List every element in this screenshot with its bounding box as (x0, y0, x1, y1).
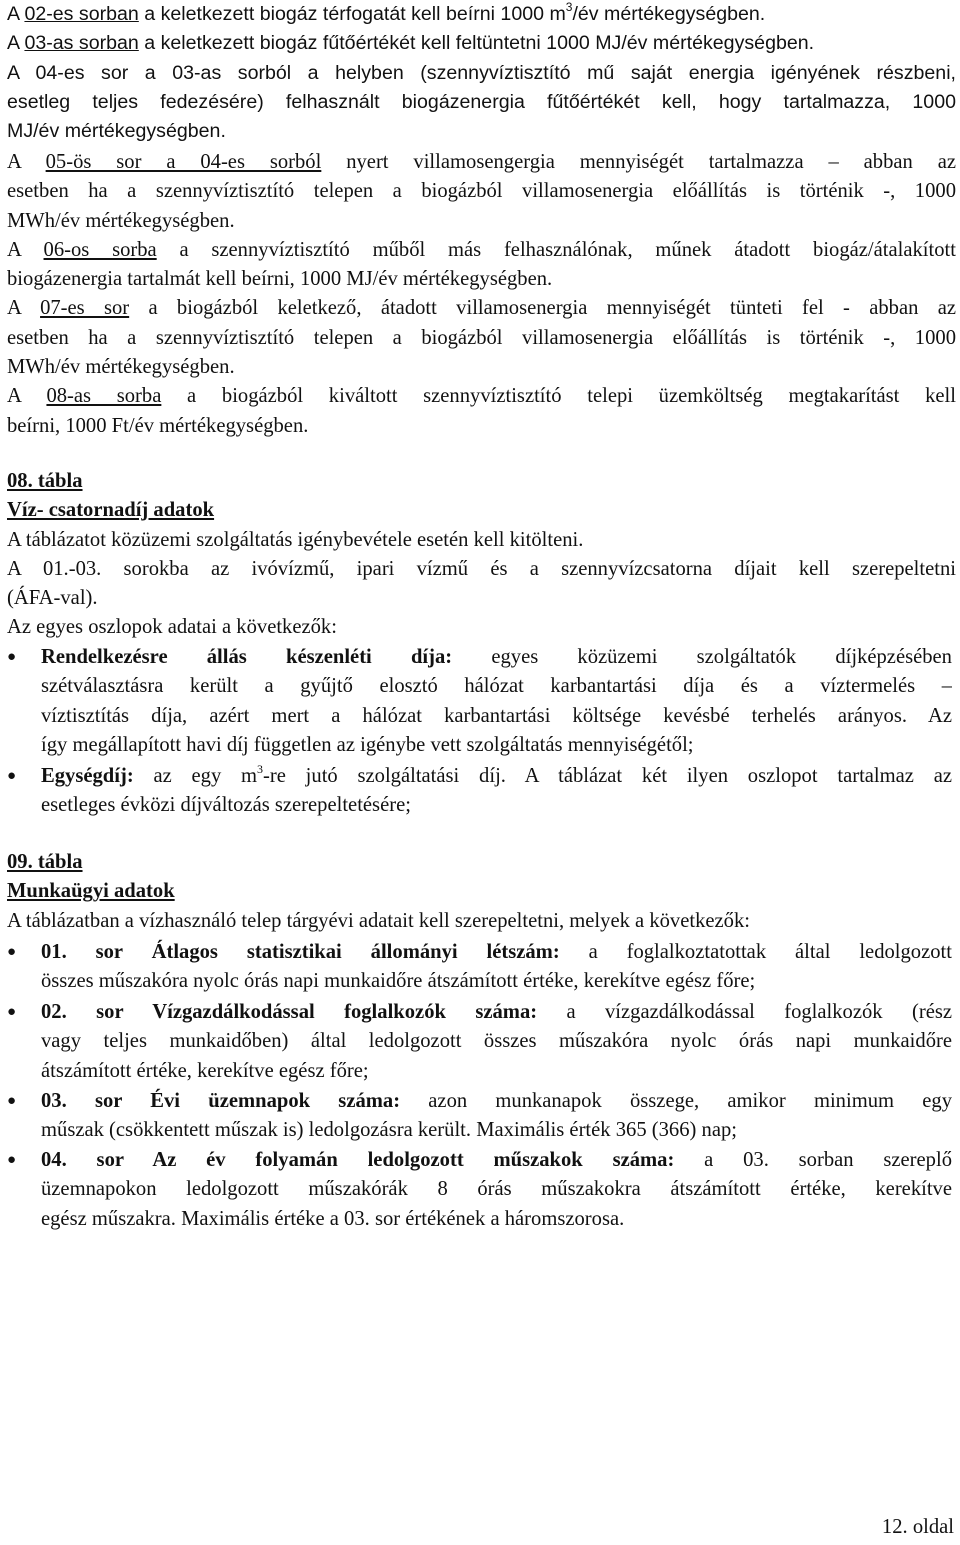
row-05-text-l3: MWh/év mértékegységben. (7, 209, 235, 232)
row-07-text-l1: A 07-es sor a biogázból keletkező, átadott villamosenergia mennyiségét tünteti fel - abban az (7, 297, 956, 320)
table-09-heading: 09. tábla (7, 851, 83, 873)
bullet-rendelkezesre (7, 643, 956, 761)
bullet-icon: ● (7, 768, 17, 784)
biogas-intro (7, 0, 956, 146)
row-04-text-l2: esetleg teljes fedezésére) felhasznált biogázenergia fűtőértékét kell, hogy tartalmazza, 1000 (7, 90, 956, 113)
row-04-text-l3: MJ/év mértékegységben. (7, 120, 226, 143)
bullet-row-01-l2: összes műszakóra nyolc órás napi munkaidőre átszámított értéke, kerekítve egész főre; (41, 970, 756, 993)
bullet-row-01-l1: 01. sor Átlagos statisztikai állományi létszám: a foglalkoztatottak által ledolgozott (41, 941, 952, 963)
bullet-egysegdij (7, 762, 956, 822)
row-05-text-l1: A 05-ös sor a 04-es sorból nyert villamosengergia mennyiségét tartalmazza – abban az (7, 151, 956, 173)
table-08-columns-intro: Az egyes oszlopok adatai a következők: (7, 616, 337, 639)
bullet-egysegdij-l2: esetleges évközi díjváltozás szerepeltetésére; (41, 794, 411, 817)
row-08-text-l1: A 08-as sorba a biogázból kiváltott szennyvíztisztító telepi üzemköltség megtakarítást kell (7, 385, 956, 408)
bullet-rendelkezesre-l4: így megállapított havi díj független az igénybe vett szolgáltatás mennyiségétől; (41, 733, 694, 756)
table-08-rows-note-l2: (ÁFA-val). (7, 587, 98, 610)
row-04-text-l1: A 04-es sor a 03-as sorból a helyben (szennyvíztisztító mű saját energia igényének részbeni, (7, 61, 956, 84)
table-08-title: Víz- csatornadíj adatok (7, 499, 215, 522)
table-08-section (7, 467, 956, 643)
bullet-row-02-l3: átszámított értéke, kerekítve egész főre; (41, 1059, 369, 1082)
bullet-egysegdij-l1: Egységdíj: az egy $m^3-re$ jutó szolgáltatási díj. A táblázat két ilyen oszlopot tartalmaz az (41, 762, 952, 787)
table-09-title: Munkaügyi adatok (7, 880, 175, 903)
bullet-row-01 (7, 938, 956, 998)
row-07-text-l2: esetben ha a szennyvíztisztító telepen a biogázból villamosenergia előállítás is történik -, 1000 (7, 326, 956, 349)
row-06-text-l1: A 06-os sorba a szennyvíztisztító műből más felhasználónak, műnek átadott biogáz/átalakított (7, 238, 956, 261)
bullet-rendelkezesre-l3: víztisztítás díja, azért mert a hálózat karbantartási költsége kevésbé terhelés arányos. Az (41, 704, 952, 727)
table-09-section (7, 848, 956, 936)
bullet-rendelkezesre-l1: Rendelkezésre állás készenléti díja: egyes közüzemi szolgáltatók díjképzésében (41, 646, 952, 668)
row-05-text-l2: esetben ha a szennyvíztisztító telepen a biogázból villamosenergia előállítás is történik -, 1000 (7, 180, 956, 203)
bullet-icon: ● (7, 1093, 17, 1109)
table-08-intro: A táblázatot közüzemi szolgáltatás igénybevétele esetén kell kitölteni. (7, 528, 584, 551)
bullet-row-04 (7, 1146, 956, 1234)
bullet-row-03-l2: műszak (csökkentett műszak is) ledolgozásra került. Maximális érték 365 (366) nap; (41, 1119, 737, 1142)
row-07-text-l3: MWh/év mértékegységben. (7, 356, 235, 379)
page-number: 12. oldal (881, 1516, 954, 1538)
bullet-icon: ● (7, 944, 17, 960)
bullet-icon: ● (7, 1152, 17, 1168)
table-09-intro: A táblázatban a vízhasználó telep tárgyévi adatait kell szerepeltetni, melyek a következők: (7, 909, 750, 932)
bullet-icon: ● (7, 1004, 17, 1020)
row-06-text-l2: biogázenergia tartalmát kell beírni, 1000 MJ/év mértékegységben. (7, 268, 553, 291)
bullet-row-04-l1: 04. sor Az év folyamán ledolgozott műszakok száma: a 03. sorban szereplő (41, 1149, 952, 1171)
table-08-heading: 08. tábla (7, 470, 83, 492)
bullet-row-03-l1: 03. sor Évi üzemnapok száma: azon munkanapok összege, amikor minimum egy (41, 1090, 952, 1112)
bullet-row-02-l1: 02. sor Vízgazdálkodással foglalkozók száma: a vízgazdálkodással foglalkozók (rész (41, 1001, 952, 1023)
bullet-row-02-l2: vagy teljes munkaidőben) által ledolgozott összes műszakóra nyolc órás napi munkaidőre (41, 1030, 952, 1053)
bullet-rendelkezesre-l2: szétválasztásra került a gyűjtő elosztó hálózat karbantartási díja és a víztermelés – (41, 675, 952, 698)
row-08-text-l2: beírni, 1000 Ft/év mértékegységben. (7, 414, 309, 437)
row-03-text: A 03-as sorban a keletkezett biogáz fűtőértékét kell feltüntetni 1000 MJ/év mértékegységben. (7, 32, 815, 55)
bullet-row-04-l2: üzemnapokon ledolgozott műszakórák 8 órás műszakokra átszámított értéke, kerekítve (41, 1178, 952, 1201)
table-08-rows-note-l1: A 01.-03. sorokba az ivóvízmű, ipari vízmű és a szennyvízcsatorna díjait kell szerepeltetni (7, 557, 956, 580)
bullet-row-04-l3: egész műszakra. Maximális értéke a 03. sor értékének a háromszorosa. (41, 1207, 625, 1230)
row-02-text: A 02-es sorban a keletkezett biogáz térfogatát kell beírni 1000 $m^3/év$ mértékegységben. (7, 0, 766, 25)
rows-05-08 (7, 148, 956, 441)
bullet-row-03 (7, 1087, 956, 1147)
bullet-icon: ● (7, 649, 17, 665)
bullet-row-02 (7, 998, 956, 1086)
